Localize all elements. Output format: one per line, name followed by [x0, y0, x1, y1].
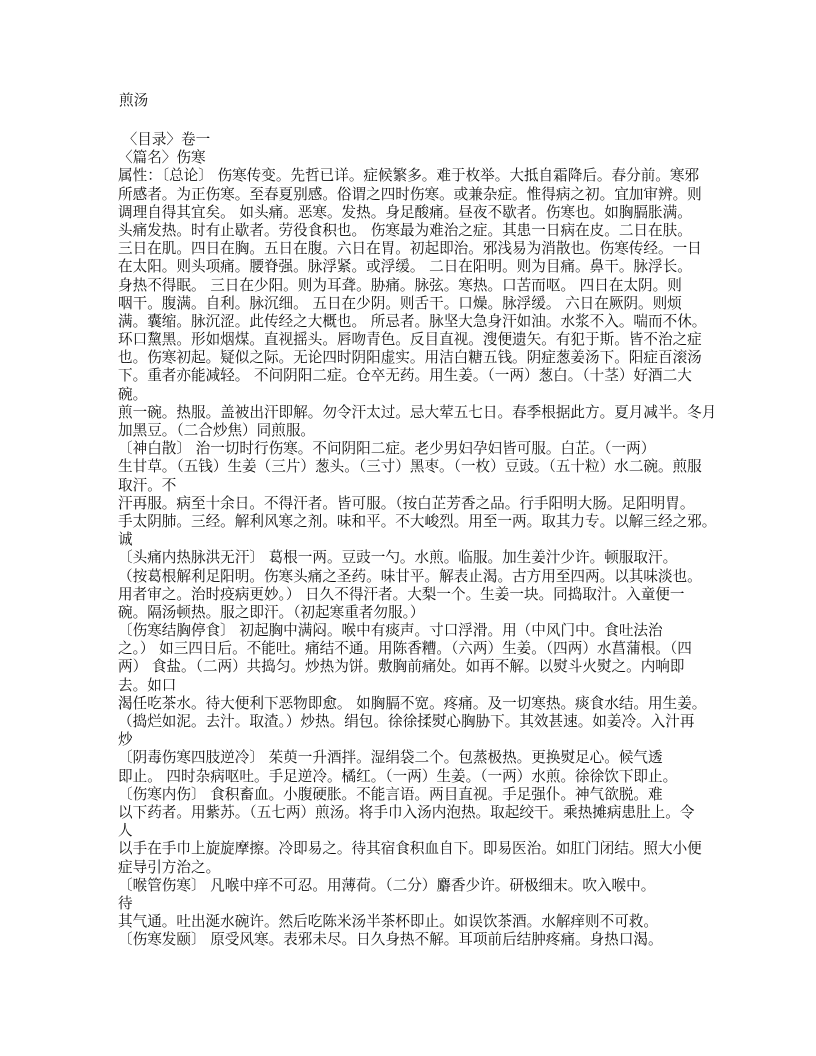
text-line: （捣烂如泥。去汁。取渣。）炒热。绢包。徐徐揉熨心胸胁下。其效甚速。如姜冷。入汁再: [118, 713, 695, 730]
document-body: [118, 131, 716, 949]
text-line: 汗再服。病至十余日。不得汗者。皆可服。（按白芷芳香之品。行手阳明大肠。足阳明胃。: [118, 494, 695, 512]
text-line: 身热不得眠。 三日在少阳。则为耳聋。胁痛。脉弦。寒热。口苦而呕。 四日在太阴。则: [118, 276, 682, 294]
text-line: 渴任吃茶水。待大便利下恶物即愈。 如胸膈不宽。疼痛。及一切寒热。痰食水结。用生姜。: [118, 694, 707, 712]
text-line: 生甘草。（五钱）生姜（三片）葱头。（三寸）黑枣。（一枚）豆豉。（五十粒）水二碗。煎服: [118, 458, 702, 476]
text-line: 取汗。不: [118, 476, 177, 494]
text-line: 之。） 如三四日后。不能吐。痛结不通。用陈香糟。（六两）生姜。（四两）水菖蒲根。（四: [118, 640, 692, 658]
text-line: 下。重者亦能减轻。 不问阴阳二症。仓卒无药。用生姜。（一两）葱白。（十茎）好酒二大: [118, 367, 692, 385]
text-line: 〔伤寒结胸停食〕 初起胸中满闷。喉中有痰声。寸口浮滑。用（中风门中。食吐法治: [118, 622, 663, 640]
text-line: 所感者。为正伤寒。至春夏别感。俗谓之四时伤寒。或兼杂症。惟得病之初。宜加审辨。则: [118, 185, 702, 203]
text-line: 属性：〔总论〕 伤寒传变。先哲已详。症候繁多。难于枚举。大抵自霜降后。春分前。寒邪: [118, 167, 700, 185]
text-line: （按葛根解利足阳明。伤寒头痛之圣药。味甘平。解表止渴。古方用至四两。以其味淡也。: [118, 567, 702, 585]
text-line: 去。如口: [118, 676, 177, 694]
text-line: 〔神白散〕 治一切时行伤寒。不问阴阳二症。老少男妇孕妇皆可服。白芷。（一两）: [118, 440, 656, 458]
text-line: 以手在手巾上旋旋摩擦。冷即易之。待其宿食积血自下。即易医治。如肛门闭结。照大小便: [118, 840, 702, 858]
text-line: 环口黧黑。形如烟煤。直视摇头。唇吻青色。反目直视。溲便遗矢。有犯于斯。皆不治之症: [118, 331, 702, 349]
text-line: 〔喉管伤寒〕 凡喉中痒不可忍。用薄荷。（二分）麝香少许。研极细末。吹入喉中。: [118, 876, 656, 894]
text-line: 炒: [118, 731, 133, 749]
document-title: 煎汤: [119, 92, 149, 109]
text-line: 用者审之。治时疫病更妙。） 日久不得汗者。大梨一个。生姜一块。同捣取汁。入童便一: [118, 585, 685, 603]
text-line: 待: [118, 894, 133, 912]
text-line: 手太阴肺。三经。解利风寒之剂。味和平。不大峻烈。用至一两。取其力专。以解三经之邪。: [118, 512, 717, 530]
text-line: 在太阳。则头项痛。腰脊强。脉浮紧。或浮缓。 二日在阳明。则为目痛。鼻干。脉浮长。: [118, 258, 692, 276]
text-line: 〈目录〉卷一: [118, 131, 211, 148]
text-line: 也。伤寒初起。疑似之际。无论四时阴阳虚实。用洁白糖五钱。阴症葱姜汤下。阳症百滚汤: [118, 349, 702, 367]
text-line: 调理自得其宜矣。 如头痛。恶寒。发热。身足酸痛。昼夜不歇者。伤寒也。如胸膈胀满。: [118, 203, 692, 221]
text-line: 人: [118, 822, 133, 840]
text-line: 以下药者。用紫苏。（五七两）煎汤。将手巾入汤内泡热。取起绞干。乘热摊病患肚上。令: [118, 803, 695, 821]
text-line: 满。囊缩。脉沉涩。此传经之大概也。 所忌者。脉坚大急身汗如油。水浆不入。喘而不休。: [118, 312, 707, 330]
text-line: 加黑豆。（二合炒焦）同煎服。: [118, 422, 316, 439]
text-line: 〔阴毒伤寒四肢逆冷〕 茱萸一升酒拌。湿绢袋二个。包蒸极热。更换熨足心。候气透: [118, 749, 663, 767]
text-line: 煎一碗。热服。盖被出汗即解。勿令汗太过。忌大荤五七日。春季根据此方。夏月减半。冬月: [118, 403, 717, 421]
text-line: 碗。隔汤顿热。服之即汗。（初起寒重者勿服。）: [118, 603, 425, 621]
text-line: 症导引方治之。: [118, 858, 221, 876]
text-line: 〈篇名〉伤寒: [118, 149, 206, 167]
text-line: 〔伤寒内伤〕 食积畜血。小腹硬胀。不能言语。两目直视。手足强仆。神气欲脱。难: [118, 785, 663, 803]
text-line: 诚: [118, 531, 133, 549]
text-line: 头痛发热。时有止歇者。劳役食积也。 伤寒最为难治之症。其患一日病在皮。二日在肤。: [118, 221, 692, 239]
text-line: 两） 食盐。（二两）共捣匀。炒热为饼。敷胸前痛处。如再不解。以熨斗火熨之。内响即: [118, 658, 685, 676]
text-line: 碗。: [118, 385, 148, 403]
text-line: 咽干。腹满。自利。脉沉细。 五日在少阴。则舌干。口燥。脉浮缓。 六日在厥阴。则烦: [118, 294, 682, 312]
text-line: 〔伤寒发颐〕 原受风寒。表邪未尽。日久身热不解。耳项前后结肿疼痛。身热口渴。: [118, 931, 663, 949]
text-line: 即止。 四时杂病呕吐。手足逆冷。橘红。（一两）生姜。（一两）水煎。徐徐饮下即止。: [118, 767, 678, 785]
text-line: 三日在肌。四日在胸。五日在腹。六日在胃。初起即治。邪浅易为消散也。伤寒传经。一日: [118, 240, 702, 258]
text-line: 〔头痛内热脉洪无汗〕 葛根一两。豆豉一勺。水煎。临服。加生姜汁少许。顿服取汗。: [118, 549, 678, 567]
text-line: 其气通。吐出涎水碗许。然后吃陈米汤半茶杯即止。如误饮茶酒。水解痒则不可救。: [118, 913, 658, 931]
